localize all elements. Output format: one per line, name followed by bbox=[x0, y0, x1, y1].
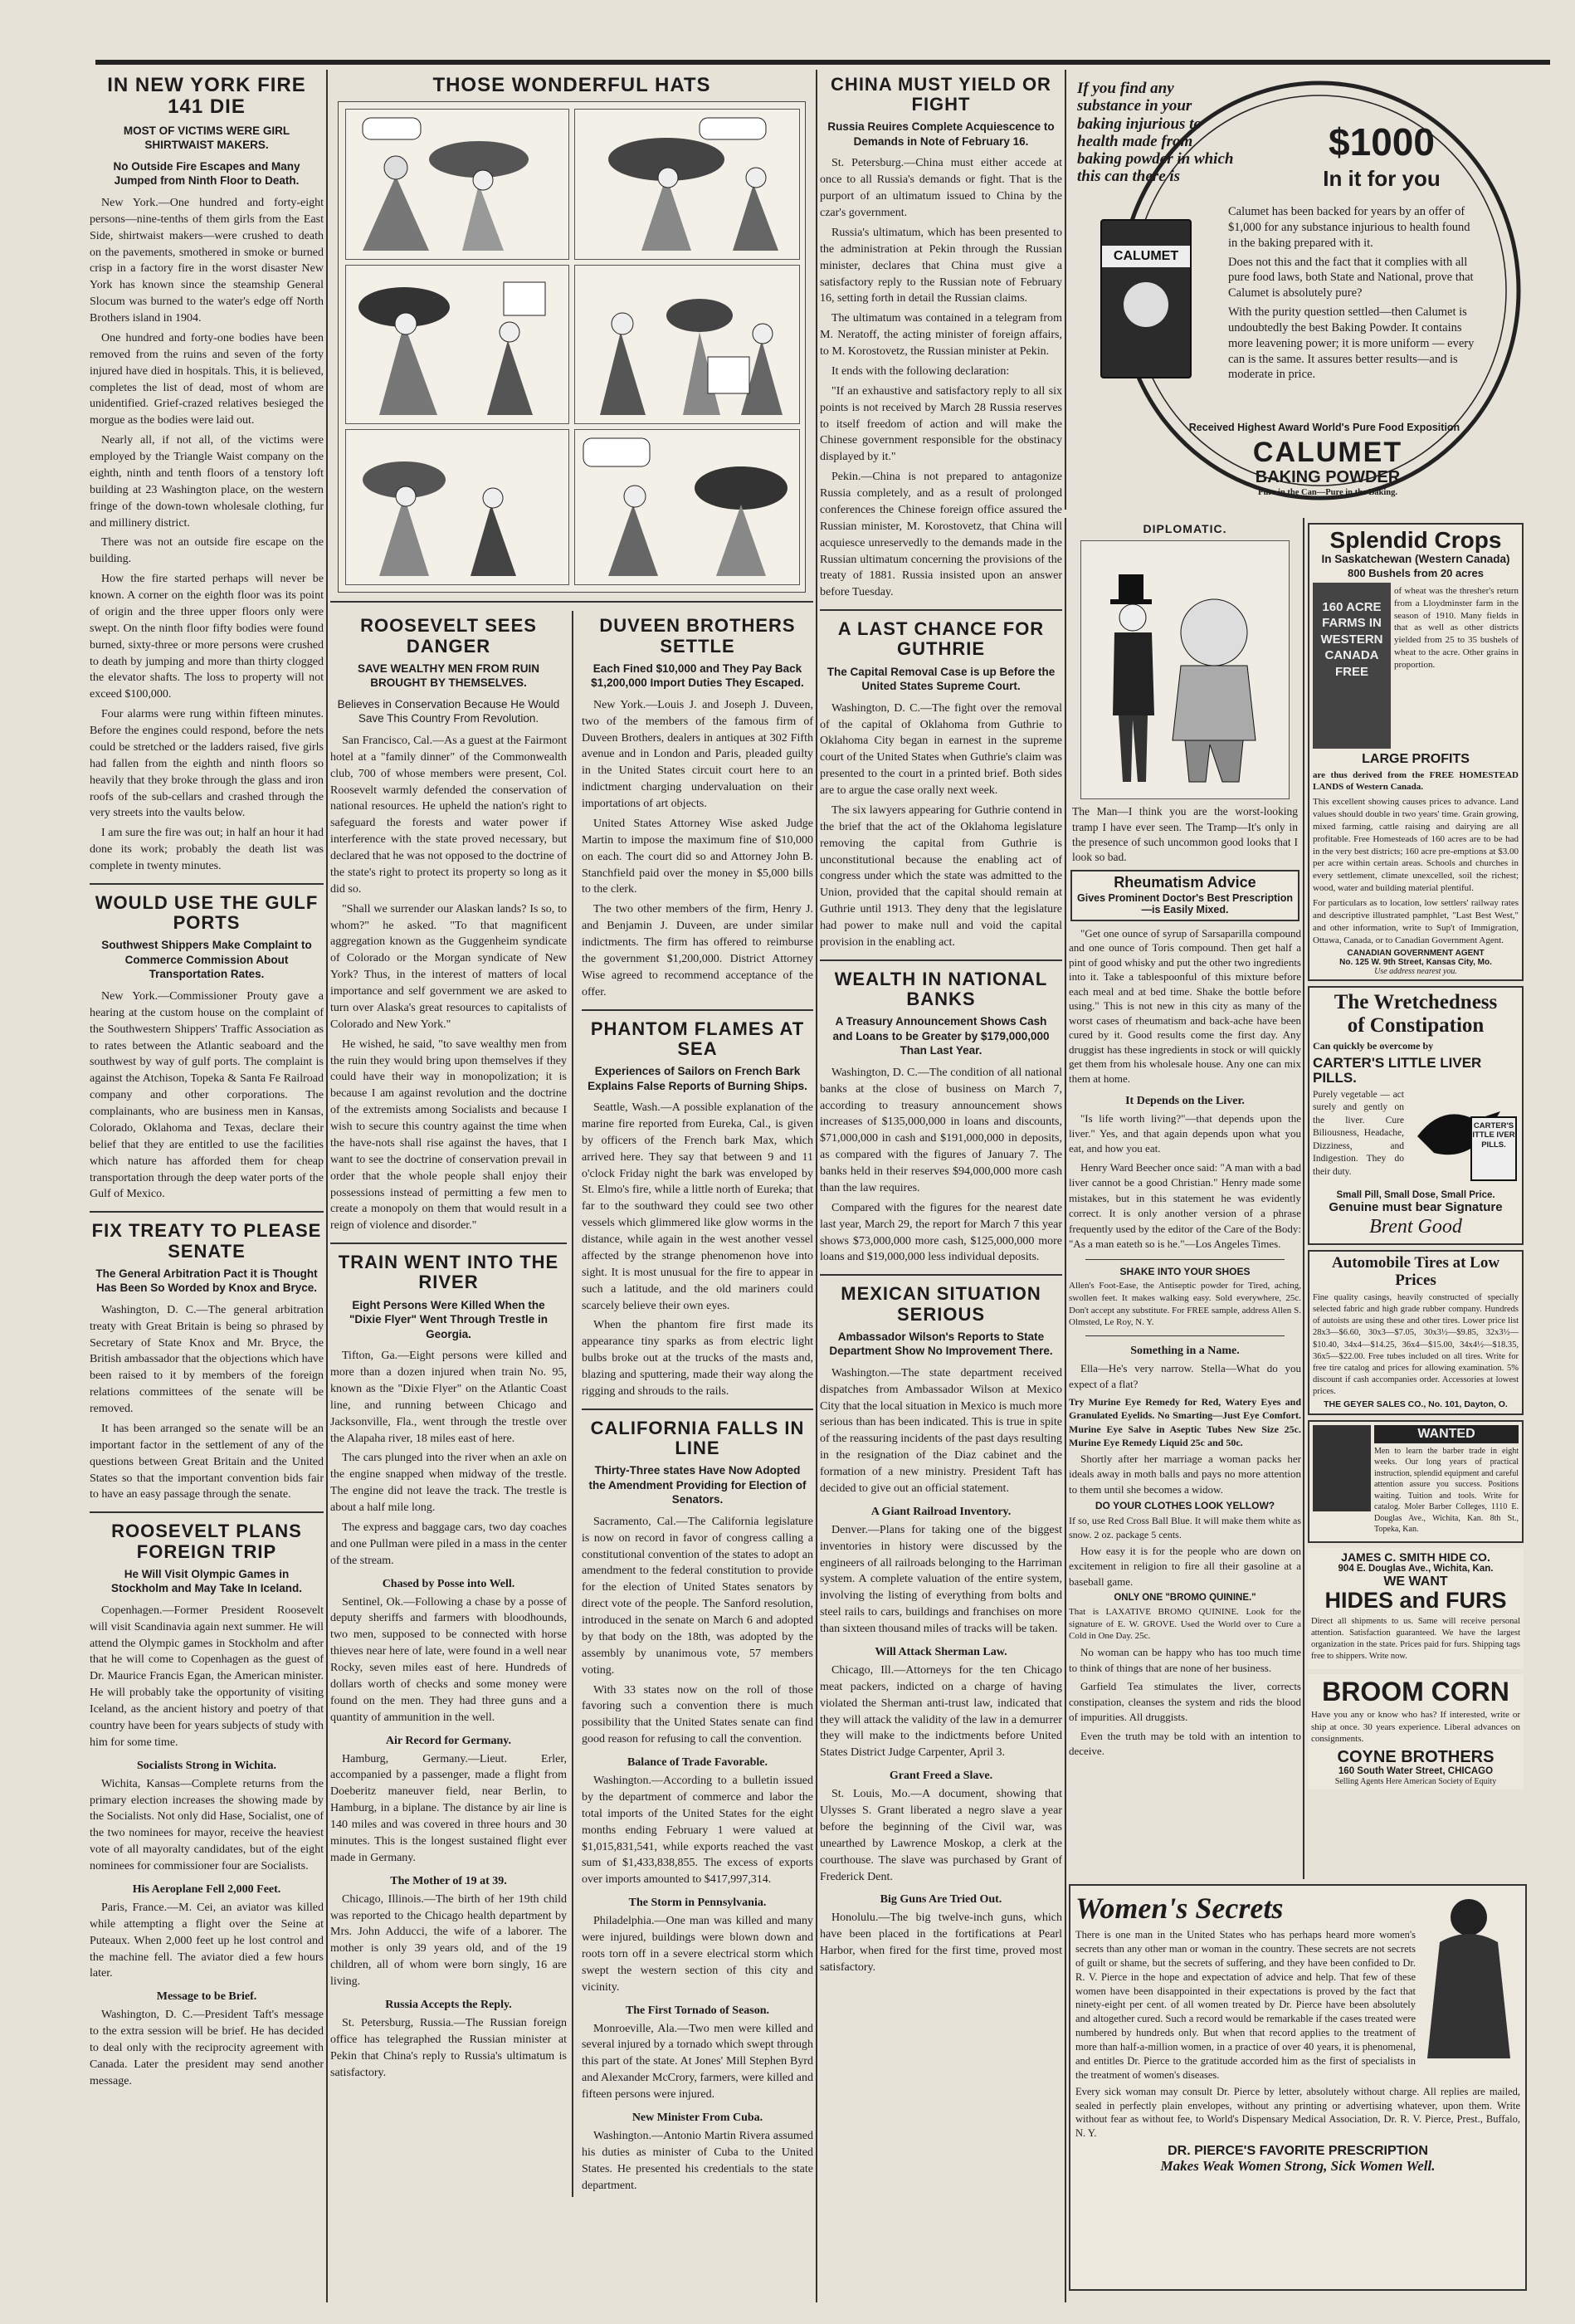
ad-paragraph: Even the truth may be told with an intention to deceive. bbox=[1069, 1729, 1301, 1758]
cartoon-drawing-icon bbox=[346, 110, 568, 259]
ad-paragraph: How easy it is for the people who are down on excitement in religion to fire all their gasoline at a baseball game. bbox=[1069, 1544, 1301, 1588]
carters-small: Small Pill, Small Dose, Small Price. bbox=[1336, 1189, 1495, 1200]
cartoon-panel bbox=[574, 429, 800, 585]
article-paragraph: The ultimatum was contained in a telegram from M. Neratoff, the acting minister of foreign affairs, to M. Korostovetz, the Russian minister at Pekin. bbox=[820, 312, 1062, 359]
column-2 bbox=[330, 70, 813, 2302]
article-paragraph: It ends with the following declaration: bbox=[831, 364, 1010, 378]
article-paragraph: Washington, D. C.—The general arbitration treaty with Great Britain is being so phrased by Secretary of State Knox and Mr. Bryce, the British ambassador that the objections which have been raised to it by members of the foreign relations committees of the senate will be removed. bbox=[90, 1303, 324, 1416]
article-paragraph: Denver.—Plans for taking one of the biggest inventories in history were discussed by the engineers of all railroads belonging to the Harriman system. A complete valuation of the entire system, involving the listing of everything from bolts and steel rails to cars, buildings and franchises on more than sixteen thousand miles of tracks will be taken. bbox=[820, 1523, 1062, 1636]
murine-body: Try Murine Eye Remedy for Red, Watery Eyes and Granulated Eyelids. No Smarting—Just Eye Comfort. Murine Eye Salve in Aseptic Tubes New Size 25c. Murine Eye Remedy Liquid 25c and 50c. bbox=[1069, 1396, 1301, 1448]
article-deck: No Outside Fire Escapes and Many Jumped from Ninth Floor to Death. bbox=[113, 159, 300, 188]
article-paragraph: St. Petersburg, Russia.—The Russian foreign office has telegraphed the Russian minister at Pekin that China's reply to Russia's ultimatum is satisfactory. bbox=[330, 2016, 567, 2079]
section-divider bbox=[90, 1511, 324, 1513]
sub-column-left bbox=[330, 611, 573, 2197]
top-rule bbox=[95, 60, 1550, 65]
wanted-body: Men to learn the barber trade in eight weeks. Our long years of practical instruction, splendid equipment and careful attention assure you success. Positions waiting. Tuition and tools. Write for catalog. Moler Barber Colleges, 1110 E. Douglas Ave., Wichita, Kan. 8th St., Topeka, Kan. bbox=[1374, 1446, 1519, 1535]
crops-body2: This excellent showing causes prices to advance. Land values should double in two years' time. Grain growing, mixed farming, cattle raising and dairying are all profitable. Free Homesteads of 160 acres are to be had in the very best districts; 160 acre pre-emptions at $3.00 per acre within certain areas. Schools and churches in every settlement, climate unexcelled, soil the richest; wood, water and building material plentiful. bbox=[1313, 797, 1519, 894]
carters-ad bbox=[1308, 986, 1524, 1245]
article-headline: ROOSEVELT PLANS FOREIGN TRIP bbox=[111, 1521, 302, 1562]
calumet-circle-text: If you find any substance in your baking injurious to health made from baking powder in which this can there is bbox=[1077, 80, 1234, 186]
article-paragraph: "Shall we surrender our Alaskan lands? Is so, to whom?" he asked. "To that magnificent aggregation known as the Guggenheim syndicate of Colorado or the Morgan syndicate of New York? Thus, in the interest of matters of local importance and self government we are asked to turn over Alaska's great resources to capitalists of Colorado and New York." bbox=[330, 902, 567, 1031]
article-deck: The General Arbitration Pact it is Thought Has Been So Worded by Knox and Bryce. bbox=[95, 1267, 318, 1295]
section-divider bbox=[820, 959, 1062, 961]
column-rule bbox=[1065, 70, 1066, 510]
subhead: A Giant Railroad Inventory. bbox=[870, 1505, 1012, 1518]
section-divider bbox=[330, 601, 813, 603]
article-paragraph: Tifton, Ga.—Eight persons were killed and more than a dozen injured when train No. 95, known as the "Dixie Flyer" on the Atlantic Coast line, and running between Chicago and Jacksonville, Fla., went through the trestle over the Alapaha river, 18 miles east of here. bbox=[330, 1350, 567, 1445]
subhead: Message to be Brief. bbox=[156, 1990, 257, 2004]
article-paragraph: St. Petersburg.—China must either accede at once to all Russia's demands or fight. That is the purport of an ultimatum issued to China by the czar's government. bbox=[820, 157, 1062, 220]
cartoon-panel bbox=[345, 429, 569, 585]
calumet-paragraph: Calumet has been backed for years by an offer of $1,000 for any substance injurious to health found in the baking prepared with it. bbox=[1228, 205, 1470, 250]
article-paragraph: Nearly all, if not all, of the victims were employed by the Triangle Waist company on the eighth, ninth and tenth floors of a tenstory loft building at 23 Washington place, on the western fringe of the down-town wholesale clothing, fur and millinery district. bbox=[90, 434, 324, 530]
article-paragraph: Chicago, Illinois.—The birth of her 19th child was reported to the Chicago health department by Mrs. John Adducci, the wife of a laborer. The mother is only 39 years old, and of the 19 children, all of whom were born singly, 16 are living. bbox=[330, 1892, 567, 1989]
cartoon-panel bbox=[574, 265, 800, 424]
calumet-body bbox=[1228, 204, 1477, 383]
tires-company: THE GEYER SALES CO., No. 101, Dayton, O. bbox=[1324, 1399, 1508, 1410]
section-divider bbox=[582, 1409, 813, 1410]
article-paragraph: Sentinel, Ok.—Following a chase by a posse of deputy sheriffs and farmers with bloodhounds, two men, supposed to be connected with horse thieves near here of late, were found in a well near Rocky, seven miles east of here. Hundreds of dollars worth of checks and some money were found on the men. They had three guns and a quantity of ammunition in the well. bbox=[330, 1595, 567, 1724]
carters-illustration bbox=[1407, 1086, 1519, 1190]
column-3 bbox=[820, 70, 1062, 2302]
carters-row bbox=[1313, 1086, 1519, 1190]
ad-paragraph: Shortly after her marriage a woman packs her ideals away in moth balls and pays no more attention to them until she becomes a widow. bbox=[1069, 1452, 1301, 1496]
bromo-body: That is LAXATIVE BROMO QUININE. Look for the signature of E. W. GROVE. Used the World over to Cure a Cold in One Day. 25c. bbox=[1069, 1606, 1301, 1642]
cartoon-panel bbox=[345, 265, 569, 424]
redcross-headline: DO YOUR CLOTHES LOOK YELLOW? bbox=[1095, 1500, 1275, 1512]
secrets-body: Every sick woman may consult Dr. Pierce by letter, absolutely without charge. All replies are mailed, sealed in perfectly plain envelopes, without any printing or advertising whatever, upon them. Write without fear as without fee, to World's Dispensary Medical Association, Dr. R. V. Pierce, Prest., Buffalo, N. Y. bbox=[1075, 2085, 1520, 2140]
article-deck: Thirty-Three states Have Now Adopted the Amendment Providing for Election of Senators. bbox=[588, 1464, 807, 1506]
article-paragraph: The express and baggage cars, two day coaches and one Pullman were piled in a mass in the center of the stream. bbox=[330, 1521, 567, 1567]
smith-ad bbox=[1308, 1548, 1524, 1669]
article-paragraph: The two other members of the firm, Henry J. and Benjamin J. Duveen, are under similar indictments. The firm has offered to reimburse the government $1,200,000. District Attorney Wise agreed to recommend acceptance of the offer. bbox=[581, 903, 813, 998]
hats-cartoon bbox=[338, 101, 806, 593]
article-paragraph: Sacramento, Cal.—The California legislature is now on record in favor of congress calling a constitutional convention of the states to adopt an amendment to the federal constitution to provide for the election of United States senators by direct vote of the people. The Sanford resolution, introduced in the senate on March 6 and adopted by that body on the 18th, was adopted by the assembly by unanimous vote, 57 members voting. bbox=[581, 1515, 813, 1677]
subhead: Russia Accepts the Reply. bbox=[385, 1998, 512, 2011]
womens-secrets-ad bbox=[1069, 1884, 1527, 2291]
article-headline: PHANTOM FLAMES AT SEA bbox=[590, 1018, 805, 1059]
article-headline: ROOSEVELT SEES DANGER bbox=[360, 615, 537, 657]
subhead: Grant Freed a Slave. bbox=[889, 1770, 993, 1783]
article-headline: FIX TREATY TO PLEASE SENATE bbox=[91, 1220, 322, 1262]
article-deck: Experiences of Sailors on French Bark Explains False Reports of Burning Ships. bbox=[588, 1064, 807, 1092]
crops-profit-body: are thus derived from the FREE HOMESTEAD LANDS of Western Canada. bbox=[1313, 769, 1519, 793]
subhead: The First Tornado of Season. bbox=[625, 2004, 770, 2017]
subhead: Balance of Trade Favorable. bbox=[627, 1756, 768, 1770]
article-paragraph: "If an exhaustive and satisfactory reply to all six points is not received by March 28 Russia reserves to itself freedom of action and will make the Chinese government responsible for the obstinacy displayed by it." bbox=[820, 384, 1062, 464]
secrets-prescription: DR. PIERCE'S FAVORITE PRESCRIPTION bbox=[1168, 2144, 1428, 2159]
broom-address: 160 South Water Street, CHICAGO bbox=[1338, 1766, 1494, 1777]
article-paragraph: New York.—One hundred and forty-eight persons—nine-tenths of them girls from the East Side, shirtwaist makers—were crushed to death on the pavements, smothered in smoke or burned crisp in a factory fire in the worst disaster New York has known since the steamship General Slocum was burned to the water's edge off North Brothers island in 1904. bbox=[90, 196, 324, 325]
subhead: Air Record for Germany. bbox=[385, 1734, 512, 1747]
tires-ad bbox=[1308, 1250, 1524, 1415]
broom-headline: BROOM CORN bbox=[1322, 1676, 1509, 1706]
section-divider bbox=[820, 609, 1062, 611]
pill-box-label: CARTER'S ITTLE IVER PILLS. bbox=[1470, 1116, 1517, 1181]
cartoon-headline: DIPLOMATIC. bbox=[1143, 522, 1227, 535]
smith-want: WE WANT bbox=[1383, 1574, 1448, 1589]
article-paragraph: Washington.—The state department received dispatches from Ambassador Wilson at Mexico City that the local situation in Mexico is much more serious than has been indicated. This is true in spite of the reassuring incidents of the past days resulting in the resignation of the Diaz cabinet and the formation of a new ministry. President Taft has decided to give out an official statement. bbox=[820, 1366, 1062, 1495]
smith-body: Direct all shipments to us. Same will receive personal attention. Satisfaction guaranteed. We have the largest organization in the state. Prices paid for furs. Shipping tags free to shippers. Write now. bbox=[1311, 1616, 1520, 1662]
article-paragraph: Washington.—Antonio Martin Rivera assumed his duties as minister of Cuba to the United States. He presented his credentials to the state department. bbox=[581, 2129, 813, 2192]
section-divider bbox=[820, 1274, 1062, 1276]
calumet-award: Received Highest Award World's Pure Food Exposition bbox=[1188, 422, 1460, 433]
article-paragraph: Hamburg, Germany.—Lieut. Erler, accompanied by a passenger, made a flight from Doeberitz maneuver field, near Berlin, to Hamburg, in a biplane. The distance by air line is 140 miles and was covered in three hours and 30 minutes. This is the longest sustained flight ever made in Germany. bbox=[330, 1752, 567, 1864]
crops-body3: For particulars as to location, low settlers' railway rates and descriptive illustrated pamphlet, "Last Best West," and other information, write to Sup't of Immigration, Ottawa, Canada, or to Canadian Government Agent. bbox=[1313, 897, 1519, 945]
article-deck: SAVE WEALTHY MEN FROM RUIN BROUGHT BY THEMSELVES. bbox=[357, 662, 539, 690]
article-paragraph: Honolulu.—The big twelve-inch guns, which have been placed in the fortifications at Pearl Harbor, when fired for the first time, proved most satisfactory. bbox=[820, 1911, 1062, 1975]
article-paragraph: Washington, D. C.—President Taft's message to the extra session will be brief. He has decided to deal only with the reciprocity agreement with Canada. Later the president may send another message. bbox=[90, 2009, 324, 2087]
article-paragraph: It has been arranged so the senate will be an important factor in the settlement of any of the questions between Great Britain and the United States so that the important convention bids fair to have an easy passage through the senate. bbox=[90, 1422, 324, 1501]
subhead: The Mother of 19 at 39. bbox=[390, 1874, 507, 1887]
carters-headline: of Constipation bbox=[1347, 1013, 1485, 1037]
article-headline: MEXICAN SITUATION SERIOUS bbox=[841, 1283, 1041, 1325]
section-divider bbox=[90, 883, 324, 885]
subhead: Something in a Name. bbox=[1130, 1345, 1240, 1358]
article-paragraph: Philadelphia.—One man was killed and many were injured, buildings were blown down and roots torn off in a severe electrical storm which swept the western section of this city and vicinity. bbox=[581, 1915, 813, 1994]
cartoon-caption: The Man—I think you are the worst-looking tramp I have ever seen. The Tramp—It's only in the presence of such uncommon good looks that I look so bad. bbox=[1072, 805, 1298, 864]
article-headline: WOULD USE THE GULF PORTS bbox=[95, 891, 319, 934]
column-1 bbox=[90, 70, 324, 2093]
broom-body: Have you any or know who has? If interested, write or ship at once. 30 years experience. Liberal advances on consignments. bbox=[1311, 1709, 1520, 1745]
article-deck: Southwest Shippers Make Complaint to Commerce Commission About Transportation Rates. bbox=[101, 939, 312, 981]
subhead: Will Attack Sherman Law. bbox=[875, 1645, 1007, 1658]
secrets-slogan: Makes Weak Women Strong, Sick Women Well. bbox=[1160, 2157, 1436, 2174]
secrets-headline: Women's Secrets bbox=[1075, 1892, 1284, 1925]
smith-big: HIDES and FURS bbox=[1324, 1588, 1507, 1614]
ad-paragraph: "Get one ounce of syrup of Sarsaparilla compound and one ounce of Toris compound. Then get half a pint of good whisky and put the other two ingredients into it. Take a tablespoonful of this mixture before each meal and at bed time. Shake the bottle before using." This is not new in this city as many of the worst cases of rheumatism and back-ache have been cured by it. Good results come the first day. Any druggist has these ingredients in stock or will quickly get them from his wholesale house. Any one can mix them at home. bbox=[1069, 926, 1301, 1086]
crops-agent: CANADIAN GOVERNMENT AGENT bbox=[1347, 949, 1485, 959]
article-paragraph: There was not an outside fire escape on the building. bbox=[90, 536, 324, 566]
carters-headline: The Wretchedness bbox=[1334, 991, 1498, 1014]
article-paragraph: Seattle, Wash.—A possible explanation of the marine fire reported from Eureka, Cal., is given by officers of the French bark Max, which arrived here. They say that between 9 and 11 o'clock Friday night the bark was enveloped by St. Elmo's fire, while a little north of Eureka; that far to the southward they could see two other vessels which glimmered like glow worms in the distance, while again in the west another vessel affected by the strange phenomenon hove into sight. It is most unusual for the fire to appear in such a latitude, and the old mariners could scarcely believe their own eyes. bbox=[581, 1101, 813, 1312]
tires-headline: Automobile Tires at Low Prices bbox=[1331, 1254, 1500, 1289]
calumet-paragraph: Does not this and the fact that it complies with all pure food laws, both State and National, prove that Calumet is absolutely pure? bbox=[1228, 255, 1474, 300]
crops-body: of wheat was the thresher's return from a Lloydminster farm in the season of 1910. Many fields in that as well as other districts yielded from 25 to 35 bushels of wheat to the acre. Other grains in proportion. bbox=[1394, 585, 1519, 670]
ad-paragraph: Ella—He's very narrow. Stella—What do you expect of a flat? bbox=[1069, 1362, 1301, 1390]
crops-note: Use address nearest you. bbox=[1374, 967, 1457, 977]
subhead: Chased by Posse into Well. bbox=[382, 1577, 515, 1590]
article-deck: Eight Persons Were Killed When the "Dixie Flyer" Went Through Trestle in Georgia. bbox=[349, 1298, 549, 1340]
woman-illustration bbox=[1419, 1892, 1519, 2067]
baking-powder-can-icon bbox=[1100, 219, 1192, 378]
article-paragraph: How the fire started perhaps will never be known. A corner on the eighth floor was its point of origin and the three upper floors only were swept. On the ninth floor fifty bodies were found burned, sixty-three or more persons were crushed to death by jumping and more than thirty clogged the elevator shafts. The loss to property will not exceed $100,000. bbox=[90, 573, 324, 701]
article-paragraph: Wichita, Kansas—Complete returns from the primary election increases the showing made by the Socialists. Not only did Hase, Socialist, one of the two nominees for mayor, receive the heaviest vote of all mayoralty candidates, but of the eight nominees for commissioner four are Socialists. bbox=[90, 1777, 324, 1873]
article-paragraph: One hundred and forty-one bodies have been removed from the ruins and seven of the forty injured have died in hospitals. This, it is believed, completes the list of dead, most of whom are unidentified. Grief-crazed relatives besieged the morgue as the bodies were laid out. bbox=[90, 331, 324, 427]
article-paragraph: He wished, he said, "to save wealthy men from the ruin they would bring upon themselves if they could have their way in monopolization; it is because I am against revolution and the doctrine of the extremists among Socialists and because I wish to secure this country against the time when the have-nots shall rise against the haves, that I want to see the doctrine of conservation prevail in order that the whole people shall enjoy their possessions instead of permitting a few men to create a monopoly on them that would result in a reign of violence and disorder." bbox=[330, 1038, 567, 1233]
article-paragraph: San Francisco, Cal.—As a guest at the Fairmont hotel at a "family dinner" of the Commonwealth club, 700 of whose members were present, Col. Roosevelt warmly defended the conservation of national resources. He upheld the nation's right to safeguard the forests and water power if interference with the state proved necessary, but declared that he was not opposed to the doctrine of the state's right to protect its property so long as it did so. bbox=[330, 734, 567, 896]
crops-sub: In Saskatchewan (Western Canada) bbox=[1321, 552, 1510, 565]
article-paragraph: Paris, France.—M. Cei, an aviator was killed while attempting a flight over the Seine at Puteaux. When 2,000 feet up he lost control and the machine fell. The aviator died a few hours later. bbox=[90, 1901, 324, 1980]
subhead: Socialists Strong in Wichita. bbox=[136, 1759, 277, 1772]
calumet-tag: Pure in the Can—Pure in the Baking. bbox=[1258, 488, 1397, 497]
article-headline: CALIFORNIA FALLS IN LINE bbox=[590, 1417, 805, 1459]
shake-body: Allen's Foot-Ease, the Antiseptic powder for Tired, aching, swollen feet. It makes walking easy. Sold everywhere, 25c. Don't accept any substitute. For FREE sample, address Allen S. Olmsted, Le Roy, N. Y. bbox=[1069, 1280, 1301, 1328]
article-paragraph: Copenhagen.—Former President Roosevelt will visit Scandinavia again next summer. He will attend the Olympic games in Stockholm and after that he will come to Copenhagen as the guest of Dr. Maurice Francis Egan, the American minister. He will probably take the opportunity of visiting Iceland, as the ancient history and poetry of that country have been for years subjects of study with him for some time. bbox=[90, 1604, 324, 1749]
article-paragraph: Compared with the figures for the nearest date last year, March 29, the report for March 7 this year shows $73,000,000 more cash, $125,000,000 more loans and $19,000,000 less individual deposits. bbox=[820, 1201, 1062, 1264]
woman-figure-icon bbox=[1419, 1892, 1519, 2067]
column-5 bbox=[1306, 518, 1525, 1879]
article-paragraph: Monroeville, Ala.—Two men were killed and several injured by a tornado which swept through this part of the state. At Jones' Mill Stephen Byrd and Alexander McCrory, farmers, were killed and fifteen persons were injured. bbox=[581, 2022, 813, 2102]
calumet-ad bbox=[1070, 73, 1525, 508]
calumet-brand: CALUMET bbox=[1252, 437, 1403, 468]
section-divider bbox=[330, 1243, 567, 1244]
ad-paragraph: Henry Ward Beecher once said: "A man with a bad liver cannot be a good Christian." Henry made some mistakes, but in this statement he was evidently correct. It is only another version of a phrase frequently used by the editor of the Care of the Body: "As a man eateth so is he."—Los Angeles Times. bbox=[1069, 1160, 1301, 1251]
column-rule bbox=[1303, 518, 1304, 1879]
article-headline: CHINA MUST YIELD OR FIGHT bbox=[831, 74, 1051, 115]
article-deck: Each Fined $10,000 and They Pay Back $1,200,000 Import Duties They Escaped. bbox=[591, 662, 804, 690]
sub-columns bbox=[330, 611, 813, 2197]
crops-row bbox=[1313, 583, 1519, 749]
cartoon-drawing-icon bbox=[346, 266, 568, 423]
calumet-paragraph: With the purity question settled—then Calumet is undoubtedly the best Baking Powder. It contains more leavening power; it is more uniform — every can is the same. It assures better results—and is moderate in price. bbox=[1228, 305, 1475, 382]
article-deck: Believes in Conservation Because He Would Save This Country From Revolution. bbox=[337, 697, 560, 725]
carters-brand: CARTER'S LITTLE LIVER PILLS. bbox=[1313, 1054, 1482, 1086]
crops-profit-head: LARGE PROFITS bbox=[1362, 751, 1470, 766]
rheumatism-headline: Rheumatism Advice bbox=[1114, 874, 1256, 891]
broom-company: COYNE BROTHERS bbox=[1337, 1748, 1495, 1767]
calumet-amount: $1000 bbox=[1329, 120, 1435, 164]
wanted-ad bbox=[1308, 1420, 1524, 1543]
article-headline: TRAIN WENT INTO THE RIVER bbox=[338, 1252, 559, 1293]
article-paragraph: The six lawyers appearing for Guthrie contend in the brief that the act of the Oklahoma legislature removing the capital from Guthrie is unconstitutional because the enabling act of congress under which the state was admitted to the Union, provided that the capital should remain at Guthrie until 1913. They deny that the legislature had power to make null and void the capital provision in the enabling act. bbox=[820, 803, 1062, 949]
article-paragraph: When the phantom fire first made its appearance tiny sparks as from electric light bulbs broke out at the trucks of the masts and, blazing and sputtering, made their way along the rigging and shrouds to the rails. bbox=[581, 1319, 813, 1398]
article-paragraph: The cars plunged into the river when an axle on the engine snapped when midway of the trestle. The engine did not leave the track. The trestle is about a half mile long. bbox=[330, 1452, 567, 1515]
tires-body: Fine quality casings, heavily constructed of specially selected fabric and high grade rubber company. Hundreds of autoists are using these and other tires. Lower price list 28x3—$6.60, 30x3—$7.05, 30x3½—$9.85, 32x3½—$10.40, 34x4—$14.25, 36x4—$15.00, 34x4½—$18.35, 36x5—$22.00. Free tubes included on all tires. Write for free tire catalog and prices for allowing examination. 5% discount if cash accompanies order. Accessories at lowest prices. bbox=[1313, 1292, 1519, 1397]
sub-column-right bbox=[582, 611, 813, 2197]
ad-paragraph: Garfield Tea stimulates the liver, corrects constipation, cleanses the system and rids the blood of impurities. All druggists. bbox=[1069, 1680, 1301, 1724]
column-rule bbox=[1065, 518, 1066, 2302]
article-deck: A Treasury Announcement Shows Cash and Loans to be Greater by $179,000,000 Than Last Year. bbox=[832, 1015, 1050, 1057]
article-headline: DUVEEN BROTHERS SETTLE bbox=[599, 615, 796, 657]
rheumatism-ad bbox=[1070, 870, 1299, 920]
carters-signature: Brent Good bbox=[1369, 1216, 1462, 1238]
column-rule bbox=[326, 70, 328, 2302]
article-deck: He Will Visit Olympic Games in Stockholm and May Take In Iceland. bbox=[110, 1567, 303, 1595]
subhead: His Aeroplane Fell 2,000 Feet. bbox=[132, 1882, 281, 1896]
section-divider bbox=[1085, 1335, 1285, 1336]
cartoon-drawing-icon bbox=[346, 430, 568, 584]
article-paragraph: New York.—Louis J. and Joseph J. Duveen, two of the members of the famous firm of Duveen Brothers, dealers in antiques at 302 Fifth avenue and in London and Paris, pleaded guilty in the United States circuit court here to an indictment charging undervaluation on their importations of art objects. bbox=[581, 698, 813, 811]
smith-headline: JAMES C. SMITH HIDE CO. bbox=[1341, 1550, 1490, 1564]
diplomatic-cartoon bbox=[1080, 540, 1290, 799]
barber-photo-icon bbox=[1313, 1425, 1371, 1511]
calumet-amount-sub: In it for you bbox=[1323, 166, 1441, 191]
article-paragraph: Chicago, Ill.—Attorneys for the ten Chicago meat packers, indicted on a charge of having violated the Sherman anti-trust law, indicated that they will attack the validity of the law in a demurrer they will make to the indictments before United States District Judge Carpenter, April 3. bbox=[820, 1663, 1062, 1760]
article-paragraph: New York.—Commissioner Prouty gave a hearing at the custom house on the complaint of the Southwestern Shippers' Traffic Association as to rates between the Atlantic seaboard and the southwest by way of gulf ports. The complaint is against the Atchison, Topeka & Santa Fe Railroad company and other corporations. The complainants, who are business men in Kansas, Colorado, Oklahoma and Texas, declare their belief that they are entitled to use the facilities which nature has afforded them for cheap transportation through the deep water ports of the Gulf of Mexico. bbox=[90, 989, 324, 1201]
crops-line: 800 Bushels from 20 acres bbox=[1347, 566, 1485, 579]
ad-paragraph: "Is life worth living?"—that depends upon the liver." Yes, and that again depends upon what you eat, and how you eat. bbox=[1069, 1111, 1301, 1155]
crops-address: No. 125 W. 9th Street, Kansas City, Mo. bbox=[1339, 958, 1492, 968]
calumet-brand-sub: BAKING POWDER bbox=[1255, 468, 1401, 486]
cartoon-panel bbox=[574, 109, 800, 260]
article-deck: Ambassador Wilson's Reports to State Department Show No Improvement There. bbox=[829, 1330, 1053, 1358]
secrets-body: There is one man in the United States who has perhaps heard more women's secrets than any other man or woman in the country. These secrets are not secrets of guilt or shame, but the secrets of suffering, and they have been confided to Dr. R. V. Pierce in the hope and expectation of advice and help. That few of these women have been disappointed in their expectations is proved by the fact that ninety-eight per cent. of all women treated by Dr. Pierce have been absolutely and altogether cured. Such a record would be remarkable if the cases treated were numbered by hundreds only. But when that record applies to the treatment of more than half-a-million women, in a practice of over 40 years, it is phenomenal, and entitles Dr. Pierce to the gratitude accorded him as the first of specialists in the treatment of women's diseases. bbox=[1075, 1929, 1416, 2081]
cartoon-drawing-icon bbox=[575, 430, 799, 584]
broom-note: Selling Agents Here American Society of Equity bbox=[1334, 1776, 1497, 1786]
subhead: New Minister From Cuba. bbox=[631, 2111, 763, 2124]
article-paragraph: Four alarms were rung within fifteen minutes. Before the engines could respond, before the nets could be stretched or the ladders raised, five girls had fallen from the eighth and ninth floors so heavily that they broke through the glass and iron roofs of the sub-cellars and crashed through the very streets into the vaults below. bbox=[90, 708, 324, 820]
redcross-body: If so, use Red Cross Ball Blue. It will make them white as snow. 2 oz. package 5 cents. bbox=[1069, 1515, 1301, 1540]
crops-badge: 160 ACRE FARMS IN WESTERN CANADA FREE bbox=[1313, 583, 1391, 749]
crops-ad bbox=[1308, 523, 1524, 981]
cartoon-headline: THOSE WONDERFUL HATS bbox=[432, 74, 711, 96]
subhead: Big Guns Are Tried Out. bbox=[880, 1893, 1002, 1907]
article-headline: A LAST CHANCE FOR GUTHRIE bbox=[837, 618, 1045, 660]
subhead: It Depends on the Liver. bbox=[1125, 1094, 1245, 1107]
article-headline: IN NEW YORK FIRE 141 DIE bbox=[107, 74, 306, 119]
cartoon-panel bbox=[345, 109, 569, 260]
ad-paragraph: No woman can be happy who has too much time to think of things that are none of her business. bbox=[1069, 1646, 1301, 1674]
crops-headline: Splendid Crops bbox=[1329, 527, 1502, 553]
wanted-content bbox=[1374, 1425, 1519, 1538]
carters-sub: Can quickly be overcome by bbox=[1313, 1040, 1434, 1052]
broom-ad bbox=[1308, 1674, 1524, 1789]
article-paragraph: With 33 states now on the roll of those favoring such a convention there is much possibility that the United States senate can find good reason for refusing to call the convention. bbox=[581, 1683, 813, 1746]
article-paragraph: Washington.—According to a bulletin issued by the department of commerce and labor the total imports of the United States for the eight months ending February 1 were valued at $1,015,831,541, while exports reached the vast sum of $1,433,838,855. The excess of exports over imports amounted to $417,997,314. bbox=[581, 1775, 813, 1887]
article-paragraph: St. Louis, Mo.—A document, showing that Ulysses S. Grant liberated a negro slave a year before the beginning of the Civil war, was unearthed by Lawrence Moskop, a clerk at the courthouse. The slave was purchased by Grant of Frederick Dent. bbox=[820, 1788, 1062, 1883]
article-headline: WEALTH IN NATIONAL BANKS bbox=[834, 968, 1048, 1009]
article-deck: Russia Reuires Complete Acquiescence to Demands in Note of February 16. bbox=[827, 120, 1055, 148]
article-paragraph: Pekin.—China is not prepared to antagonize Russia completely, and as a result of prolonged conferences the Chinese foreign office assured the Russian minister, M. Korostovetz, that China will acquiesce unreservedly to the demands made in the Russian ultimatum concerning the provisions of the treaty of 1881. Russia insisted upon an answer before Tuesday. bbox=[820, 471, 1062, 599]
shake-headline: SHAKE INTO YOUR SHOES bbox=[1119, 1265, 1251, 1277]
carters-genuine: Genuine must bear Signature bbox=[1329, 1199, 1503, 1214]
bromo-headline: ONLY ONE "BROMO QUININE." bbox=[1114, 1593, 1256, 1604]
article-paragraph: United States Attorney Wise asked Judge Martin to impose the maximum fine of $10,000 on each. The court did so and Attorney John B. Stanchfield paid over the money in $5,000 bills to the clerk. bbox=[581, 817, 813, 896]
article-paragraph: Washington, D. C.—The fight over the removal of the capital of Oklahoma from Guthrie to Oklahoma City began in earnest in the supreme court of the United States when Guthrie's claim was presented to the court in a printed brief. Both sides are to argue the case orally next week. bbox=[820, 701, 1062, 798]
article-paragraph: Russia's ultimatum, which has been presented to the administration at Pekin through the Russian minister, declares that China must give a satisfactory reply to the Russian note of February 16, setting forth in detail the Russian claims. bbox=[820, 226, 1062, 305]
wanted-headline: WANTED bbox=[1374, 1425, 1519, 1443]
section-divider bbox=[90, 1211, 324, 1213]
tramp-cartoon-icon bbox=[1081, 541, 1289, 798]
section-divider bbox=[1085, 1259, 1285, 1260]
rheumatism-sub: Gives Prominent Doctor's Best Prescription—is Easily Mixed. bbox=[1077, 892, 1293, 915]
can-label: CALUMET bbox=[1102, 246, 1190, 267]
subhead: The Storm in Pennsylvania. bbox=[628, 1897, 767, 1910]
column-rule bbox=[816, 70, 817, 2302]
article-deck: The Capital Removal Case is up Before the United States Supreme Court. bbox=[827, 665, 1056, 693]
article-paragraph: I am sure the fire was out; in half an hour it had done its work; probably the death list was complete in twenty minutes. bbox=[90, 827, 324, 873]
section-divider bbox=[582, 1009, 813, 1011]
carters-body: Purely vegetable — act surely and gently on the liver. Cure Biliousness, Headache, Dizziness, and Indigestion. They do their duty. bbox=[1313, 1089, 1404, 1177]
smith-address: 904 E. Douglas Ave., Wichita, Kan. bbox=[1338, 1563, 1494, 1574]
cartoon-drawing-icon bbox=[575, 110, 799, 259]
article-deck: MOST OF VICTIMS WERE GIRL SHIRTWAIST MAKERS. bbox=[123, 124, 290, 152]
article-paragraph: Washington, D. C.—The condition of all national banks at the close of business on March 7, according to treasury announcement shows increases of $135,000,000 in loans and discounts, $71,000,000 in cash and $191,000,000 in deposits, as compared with the figures of January 7. The banks held in their reserves $94,000,000 more cash than the law requires. bbox=[820, 1066, 1062, 1194]
cartoon-drawing-icon bbox=[575, 266, 799, 423]
